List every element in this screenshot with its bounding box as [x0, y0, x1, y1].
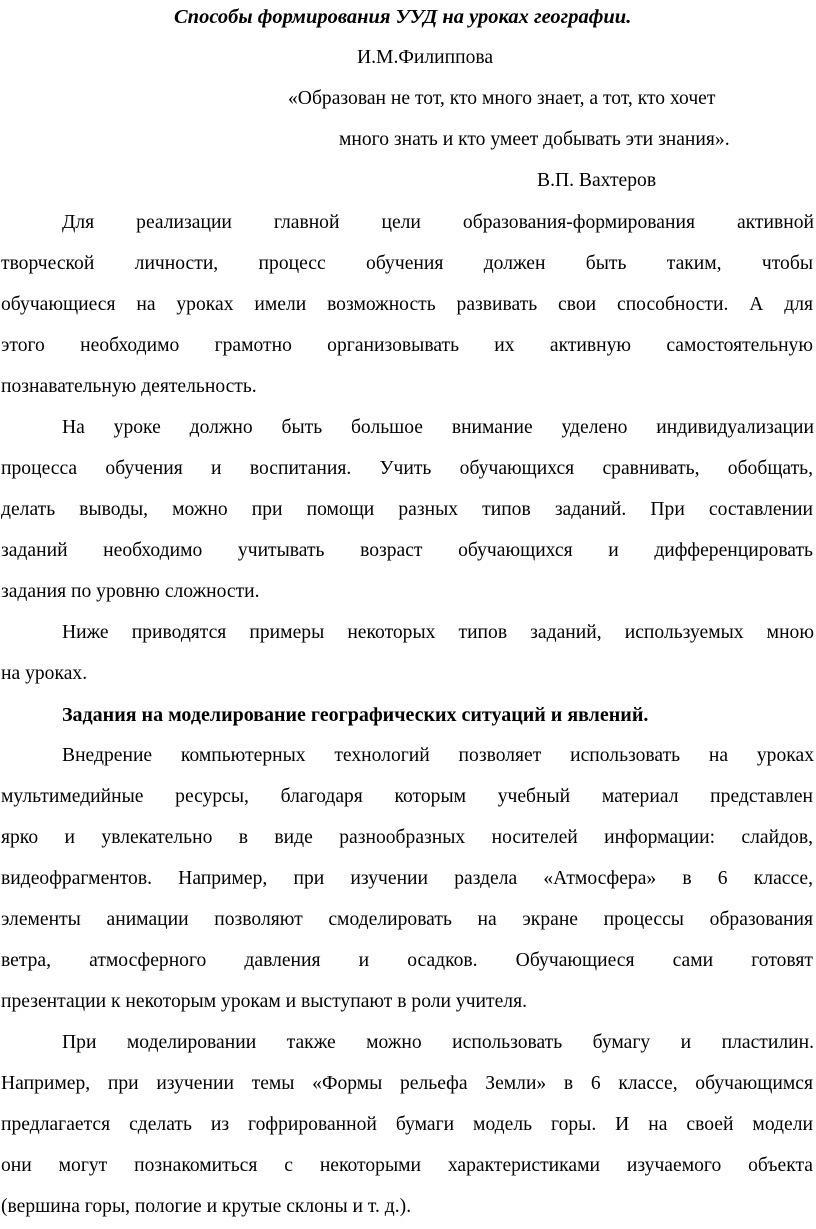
epigraph-attribution: В.П. Вахтеров	[537, 170, 657, 191]
paragraph-line: они могут познакомиться с некоторыми характеристиками изучаемого объекта	[1, 1155, 813, 1176]
paragraph-line: познавательную деятельность.	[1, 376, 257, 397]
paragraph-line: на уроках.	[1, 663, 88, 684]
paragraph-line: элементы анимации позволяют смоделировать на экране процессы образования	[1, 909, 813, 930]
section-heading: Задания на моделирование географических ситуаций и явлений.	[62, 704, 649, 726]
paragraph-line: этого необходимо грамотно организовывать их активную самостоятельную	[1, 335, 813, 356]
paragraph-line: предлагается сделать из гофрированной бумаги модель горы. И на своей модели	[1, 1114, 813, 1135]
paragraph-line: обучающиеся на уроках имели возможность развивать свои способности. А для	[1, 294, 813, 315]
paragraph-line: Например, при изучении темы «Формы рельефа Земли» в 6 классе, обучающимся	[1, 1073, 813, 1094]
document-title: Способы формирования УУД на уроках географии.	[174, 6, 632, 28]
paragraph-line: процесса обучения и воспитания. Учить обучающихся сравнивать, обобщать,	[1, 458, 813, 479]
paragraph-line: заданий необходимо учитывать возраст обучающихся и дифференцировать	[1, 540, 813, 561]
paragraph-line: Для реализации главной цели образования-формирования активной	[62, 212, 814, 233]
author-name: И.М.Филиппова	[357, 47, 494, 68]
paragraph-line: При моделировании также можно использовать бумагу и пластилин.	[62, 1032, 814, 1053]
epigraph-line: «Образован не тот, кто много знает, а тот, кто хочет	[288, 88, 716, 109]
paragraph-line: видеофрагментов. Например, при изучении раздела «Атмосфера» в 6 классе,	[1, 868, 813, 889]
epigraph-line: много знать и кто умеет добывать эти знания».	[339, 129, 730, 150]
paragraph-line: ярко и увлекательно в виде разнообразных носителей информации: слайдов,	[1, 827, 813, 848]
paragraph-line: На уроке должно быть большое внимание уделено индивидуализации	[62, 417, 814, 438]
paragraph-line: задания по уровню сложности.	[1, 581, 260, 602]
paragraph-line: творческой личности, процесс обучения должен быть таким, чтобы	[1, 253, 813, 274]
paragraph-line: делать выводы, можно при помощи разных типов заданий. При составлении	[1, 499, 813, 520]
paragraph-line: презентации к некоторым урокам и выступают в роли учителя.	[1, 991, 527, 1012]
paragraph-line: мультимедийные ресурсы, благодаря которым учебный материал представлен	[1, 786, 813, 807]
paragraph-line: (вершина горы, пологие и крутые склоны и т. д.).	[1, 1196, 412, 1217]
paragraph-line: Внедрение компьютерных технологий позволяет использовать на уроках	[62, 745, 814, 766]
paragraph-line: Ниже приводятся примеры некоторых типов заданий, используемых мною	[62, 622, 814, 643]
paragraph-line: ветра, атмосферного давления и осадков. Обучающиеся сами готовят	[1, 950, 813, 971]
